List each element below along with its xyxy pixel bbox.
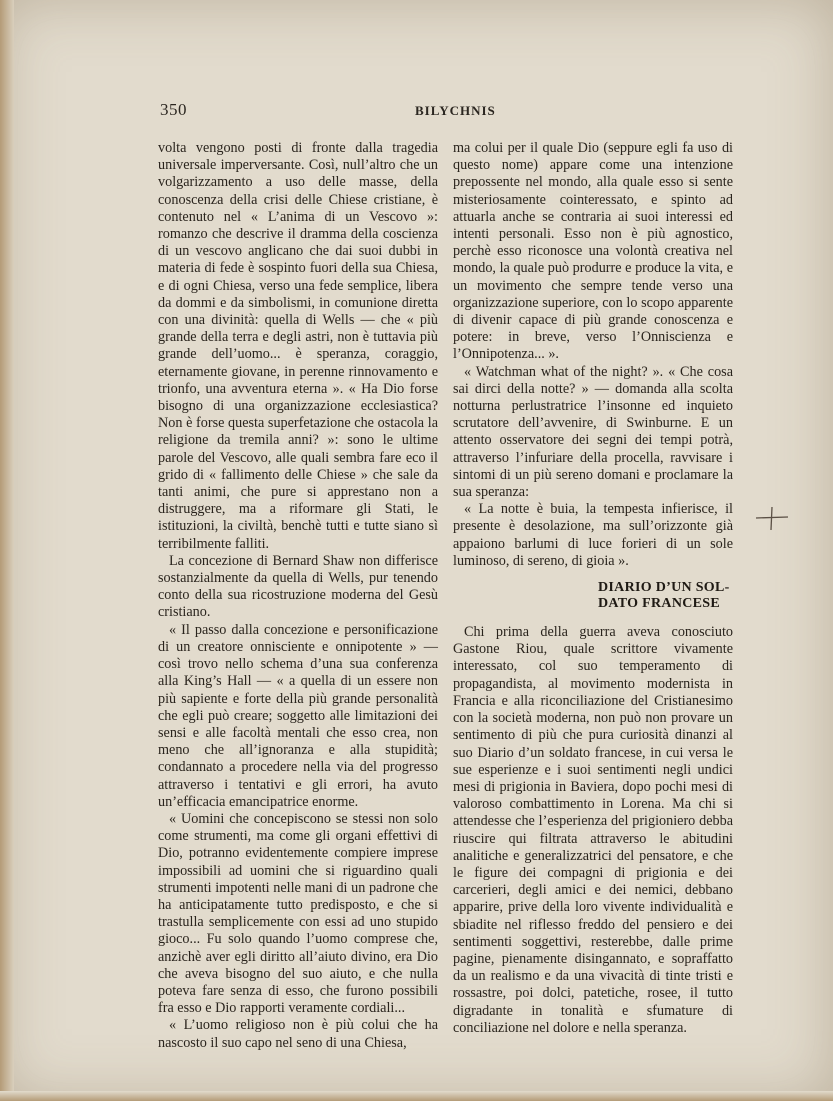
section-title-line1: DIARIO D’UN SOL- <box>598 580 730 596</box>
paragraph: La concezione di Bernard Shaw non differisce sostanzialmente da quella di Wells, pur tenendo conto della sua ricostruzione moderna del Gesù cristiano. <box>158 552 438 621</box>
section-title <box>453 580 733 612</box>
section-title-line2: DATO FRANCESE <box>598 596 721 612</box>
paragraph: « L’uomo religioso non è più colui che ha nascosto il suo capo nel seno di una Chiesa, <box>158 1017 438 1051</box>
paragraph: Chi prima della guerra aveva conosciuto Gastone Riou, quale scrittore vivamente interessato, col suo temperamento di propagandista, al movimento modernista in Francia e alla riconciliazione del Cristianesimo con la società moderna, non può non provare un sentimento di più che pura curiosità dinanzi al suo Diario d’un soldato francese, in cui versa le sue esperienze e i suoi sentimenti negli undici mesi di prigionia in Baviera, dopo pochi mesi di valoroso combattimento in Lorena. Ma chi si attendesse che l’esperienza del prigioniero debba riuscire qui filtrata attraverso le abitudini analitiche e generalizzatrici del pensatore, e che le figure dei compagni di prigionia e dei carcerieri, degli amici e dei nemici, debbano apparire, prive della loro vivente individualità e sbiadite nel riflesso freddo del pensiero e dei sentimenti soggettivi, resterebbe, dalle prime pagine, pienamente disingannato, e sopraffatto da un realismo e da una vivacità di tinte tristi e rossastre, poi dolci, patetiche, rosee, il tutto digradante in tonalità e sfumature di conciliazione nel dolore e nella speranza. <box>453 624 733 1036</box>
paragraph: volta vengono posti di fronte dalla tragedia universale imperversante. Così, null’altro che un volgarizzamento a uso delle masse, della conoscenza della crisi delle Chiese cristiane, è contenuto nel « L’anima di un Vescovo »: romanzo che descrive il dramma della coscienza di un vescovo anglicano che dai suoi dubbi in materia di fede è sospinto fuori della sua Chiesa, e di ogni Chiesa, verso una fede semplice, libera da dommi e da simbolismi, in comunione diretta con una divinità: quella di Wells — che « più grande della terra e degli astri, non è tuttavia più grande dell’uomo... è speranza, coraggio, eternamente giovane, in perenne rinnovamento e trionfo, una avventura eterna ». « Ha Dio forse bisogno di una organizzazione ecclesiastica? Non è forse questa superfetazione che ostacola la religione da tremila anni? »: sono le ultime parole del Vescovo, alle quali sembra fare eco il grido di « fallimento delle Chiese » che sale da tanti animi, che pure si apprestano non a distruggere, ma a riformare gli Stati, le istituzioni, la civiltà, benchè tutti e tutte siano sì terribilmente falliti. <box>158 140 438 552</box>
paragraph: ma colui per il quale Dio (seppure egli fa uso di questo nome) appare come una intenzione prepossente nel mondo, alla quale esso si sente misteriosamente cointeressato, e spinto ad attuarla anche se contraria ai suoi interessi ed intenti personali. Esso non è più agnostico, perchè esso riconosce una volontà creativa nel mondo, la quale può produrre e produce la vita, e un movimento che sempre tende verso una organizzazione superiore, con lo scopo apparente di divenir capace di più grande conoscenza e potere: in breve, verso l’Onniscienza e l’Onnipotenza... ». <box>453 140 733 363</box>
paragraph: « Il passo dalla concezione e personificazione di un creatore onnisciente e onnipotente » — così trovo nello schema d’una sua conferenza alla King’s Hall — « a quella di un essere non più sapiente e forte della più grande personalità che egli può creare; soggetto alle limitazioni dei sensi e alle facoltà mentali che esso crea, non meno che all’ignoranza e alla stupidità; condannato a procedere nella via del progresso attraverso i tentativi e gli errori, ha avuto un’efficacia emancipatrice enorme. <box>158 621 438 810</box>
paragraph: « Watchman what of the night? ». « Che cosa sai dirci della notte? » — domanda alla scolta notturna perlustratrice l’insonne ed inquieto scrutatore dell’avvenire, di Swinburne. E un attento osservatore dei segni dei tempi potrà, attraverso l’infuriare della procella, ravvisare i sintomi di un più sereno domani e proclamare la sua speranza: <box>453 363 733 501</box>
pencil-mark-icon <box>755 505 789 531</box>
binding-edge <box>0 0 14 1101</box>
paragraph: « Uomini che concepiscono se stessi non solo come strumenti, ma come gli organi effettivi di Dio, potranno evidentemente compiere imprese impossibili ad uomini che si riguardino quali strumenti impotenti nelle mani di un padrone che ha anticipatamente tutto predisposto, e che si trastulla semplicemente con essi ad uno stupido gioco... Fu solo quando l’uomo comprese che, anzichè aver egli diritto all’aiuto divino, era Dio che aveva bisogno del suo aiuto, e che nulla poteva fare senza di esso, che furono possibili fra esso e Dio rapporti veramente cordiali... <box>158 810 438 1017</box>
page-bottom-edge <box>0 1091 833 1101</box>
right-column <box>453 140 733 1037</box>
left-column <box>158 140 438 1052</box>
running-head: BILYCHNIS <box>415 103 496 118</box>
paragraph: « La notte è buia, la tempesta infierisce, il presente è desolazione, ma sull’orizzonte già appaiono barlumi di luce forieri di un sole luminoso, di sereno, di gioia ». <box>453 501 733 569</box>
page-number: 350 <box>160 100 187 119</box>
